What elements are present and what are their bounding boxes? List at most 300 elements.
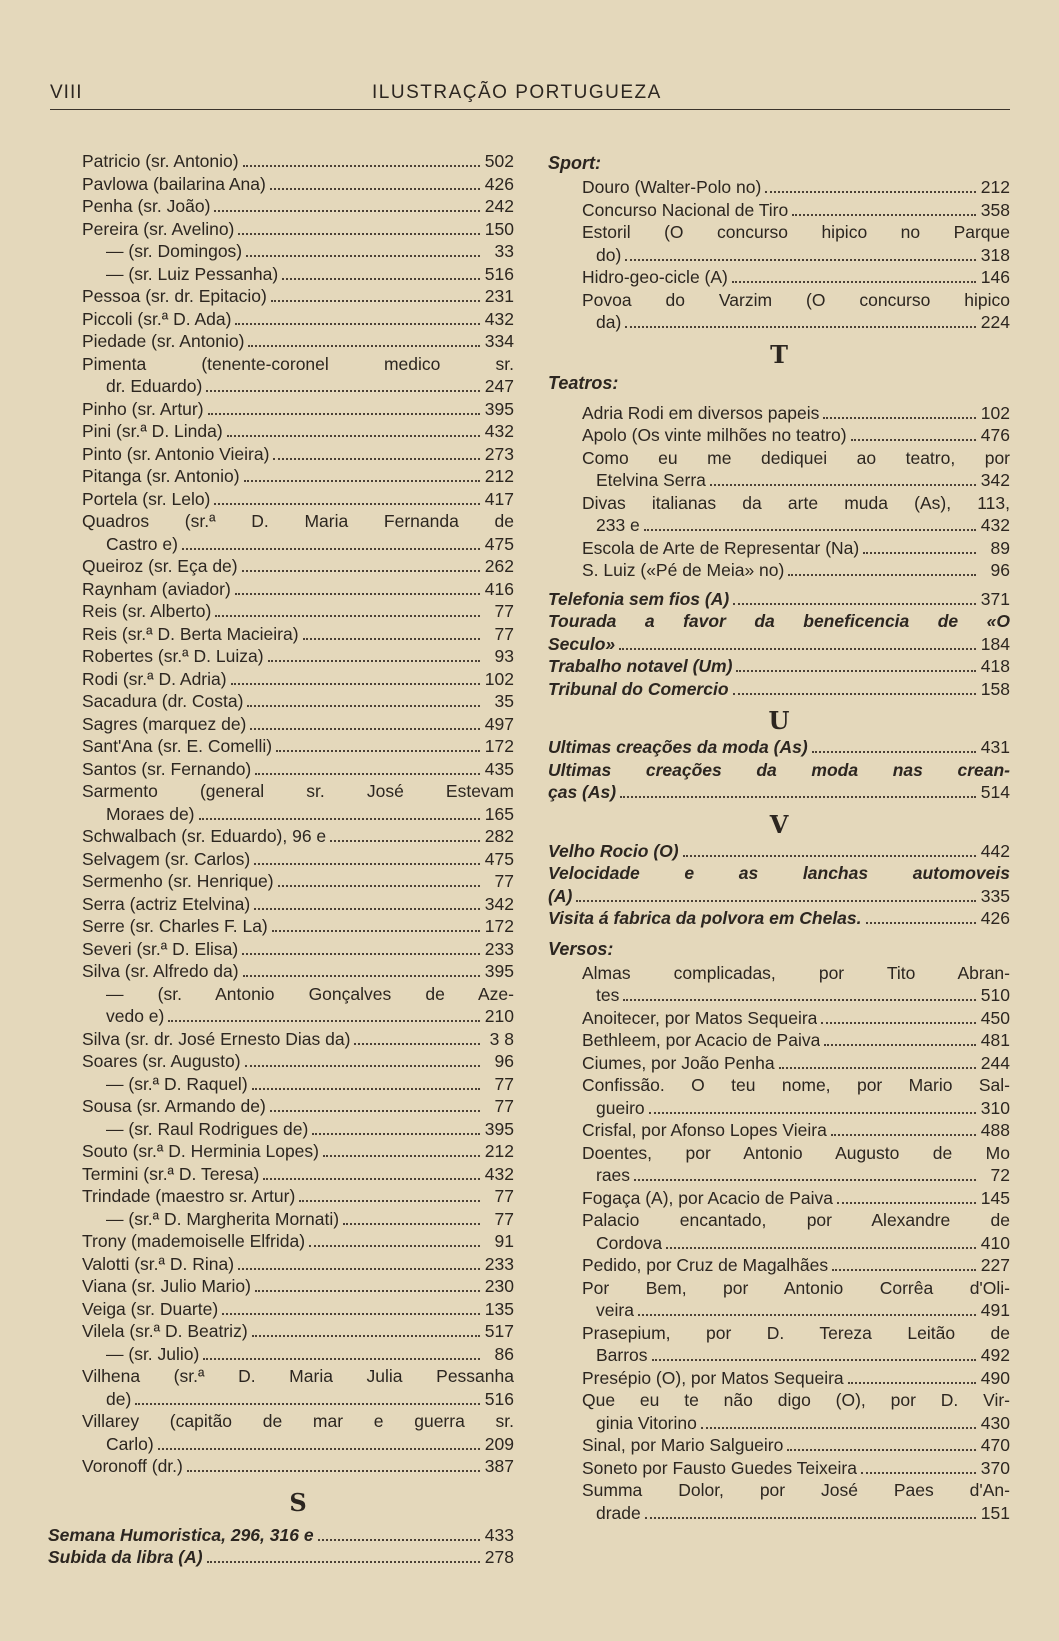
index-entry xyxy=(82,803,514,826)
page-ref: 96 xyxy=(494,1051,514,1071)
entries-s-to-v xyxy=(82,690,514,1478)
entry-text: Telefonia sem fios (A) xyxy=(548,588,730,609)
page-ref: 135 xyxy=(484,1298,514,1319)
entry-text: Sermenho (sr. Henrique) xyxy=(82,871,274,891)
index-entry xyxy=(548,588,1010,611)
dot-leader xyxy=(821,1022,976,1024)
page-ref: 426 xyxy=(980,908,1010,928)
entry-text: Barros xyxy=(596,1345,648,1365)
page-ref: 475 xyxy=(484,848,514,869)
entry-text: Silva (sr. dr. José Ernesto Dias da) xyxy=(82,1028,351,1049)
page-ref: 492 xyxy=(980,1345,1010,1365)
index-entry xyxy=(548,244,1010,267)
dot-leader xyxy=(199,818,480,820)
dot-leader xyxy=(861,1472,976,1474)
page-ref: 395 xyxy=(484,1118,514,1139)
dot-leader xyxy=(644,529,976,531)
dot-leader xyxy=(207,1561,480,1563)
page-ref: 233 xyxy=(484,938,514,959)
index-entry xyxy=(548,469,1010,492)
entry-text: Sagres (marquez de) xyxy=(82,713,247,734)
page-ref: 89 xyxy=(990,537,1010,558)
page-ref: 35 xyxy=(494,691,514,711)
page-ref: 172 xyxy=(484,736,514,756)
entry-text: Valotti (sr.ª D. Rina) xyxy=(82,1253,235,1274)
entries-u-topics xyxy=(548,736,1010,804)
page-ref: 342 xyxy=(980,470,1010,490)
dot-leader xyxy=(242,570,480,572)
entry-text: ças (As) xyxy=(548,782,617,802)
header-rule xyxy=(50,109,1010,110)
dot-leader xyxy=(619,648,976,650)
page-ref: 151 xyxy=(980,1502,1010,1523)
index-entry xyxy=(548,736,1010,759)
entry-text: Carlo) xyxy=(106,1433,154,1454)
section-letter-v: V xyxy=(769,809,789,839)
entry-text: Fogaça (A), por Acacio de Paiva xyxy=(582,1187,833,1208)
index-entry xyxy=(82,443,514,466)
index-column-right xyxy=(548,150,1010,1524)
dot-leader xyxy=(831,1134,976,1136)
index-entry xyxy=(548,1164,1010,1187)
page-ref: 224 xyxy=(980,312,1010,332)
entry-text: Queiroz (sr. Eça de) xyxy=(82,556,238,576)
index-entry xyxy=(548,1254,1010,1277)
dot-leader xyxy=(634,1179,976,1181)
dot-leader xyxy=(268,660,480,662)
dot-leader xyxy=(832,1269,976,1271)
page-ref: 209 xyxy=(484,1433,514,1454)
index-entry xyxy=(82,195,514,218)
index-entry xyxy=(548,633,1010,656)
dot-leader xyxy=(238,233,480,235)
entry-text: Severi (sr.ª D. Elisa) xyxy=(82,938,239,959)
entry-text: Raynham (aviador) xyxy=(82,578,231,599)
dot-leader xyxy=(733,603,976,605)
entries-q xyxy=(82,510,514,578)
dot-leader xyxy=(649,1112,976,1114)
index-entry xyxy=(82,1073,514,1096)
page-ref: 490 xyxy=(980,1367,1010,1388)
entry-text: Pinto (sr. Antonio Vieira) xyxy=(82,443,270,464)
entry-text: S. Luiz («Pé de Meia» no) xyxy=(582,560,785,580)
index-entry xyxy=(82,398,514,421)
index-entry xyxy=(548,1052,1010,1075)
dot-leader xyxy=(238,1268,480,1270)
entry-text: Escola de Arte de Representar (Na) xyxy=(582,537,860,558)
dot-leader xyxy=(254,908,480,910)
entry-text: Sacadura (dr. Costa) xyxy=(82,691,244,711)
entry-text: Cordova xyxy=(596,1232,663,1253)
index-entry xyxy=(82,893,514,916)
entry-text-line: Prasepium, por D. Tereza Leitão de xyxy=(582,1322,1010,1343)
entry-text: Pinho (sr. Artur) xyxy=(82,398,204,419)
page-number: VIII xyxy=(50,82,83,103)
section-heading-versos: Versos: xyxy=(548,938,614,959)
index-entry xyxy=(82,870,514,893)
page-ref: 184 xyxy=(980,633,1010,654)
dot-leader xyxy=(851,439,976,441)
dot-leader xyxy=(215,615,480,617)
index-entry xyxy=(548,402,1010,425)
page-ref: 431 xyxy=(980,737,1010,757)
dot-leader xyxy=(168,1020,480,1022)
page-ref: 172 xyxy=(484,916,514,936)
dot-leader xyxy=(788,574,976,576)
page-ref: 227 xyxy=(980,1255,1010,1275)
index-entry xyxy=(82,1388,514,1411)
page-ref: 278 xyxy=(484,1547,514,1567)
entry-text: Robertes (sr.ª D. Luiza) xyxy=(82,646,264,666)
entry-text: Trabalho notavel (Um) xyxy=(548,656,733,676)
page-ref: 273 xyxy=(484,443,514,464)
dot-leader xyxy=(625,326,976,328)
index-entry xyxy=(548,559,1010,582)
page-ref: 491 xyxy=(980,1300,1010,1320)
index-entry xyxy=(82,668,514,691)
entry-text-line: Villarey (capitão de mar e guerra sr. xyxy=(82,1411,514,1431)
page-ref: 158 xyxy=(980,678,1010,699)
page-ref: 334 xyxy=(484,331,514,351)
dot-leader xyxy=(214,210,480,212)
dot-leader xyxy=(576,900,976,902)
entry-text: Portela (sr. Lelo) xyxy=(82,488,211,509)
index-entry xyxy=(82,488,514,511)
page-ref: 418 xyxy=(980,656,1010,676)
index-entry xyxy=(82,533,514,556)
entry-text: Adria Rodi em diversos papeis xyxy=(582,402,820,423)
dot-leader xyxy=(683,855,976,857)
entry-text: — (sr. Domingos) xyxy=(106,241,243,261)
dot-leader xyxy=(208,413,480,415)
dot-leader xyxy=(732,281,976,283)
page-ref: 165 xyxy=(484,803,514,824)
entry-text: da) xyxy=(596,312,622,332)
entry-text: Santos (sr. Fernando) xyxy=(82,758,252,779)
entry-text: — (sr. Luiz Pessanha) xyxy=(106,263,279,284)
index-entry xyxy=(548,1029,1010,1052)
page-ref: 33 xyxy=(494,241,514,261)
dot-leader xyxy=(299,1200,480,1202)
index-entry xyxy=(82,218,514,241)
page-ref: 432 xyxy=(484,421,514,441)
entry-text-line: Quadros (sr.ª D. Maria Fernanda de xyxy=(82,511,514,531)
page-ref: 230 xyxy=(484,1276,514,1296)
page-ref: 514 xyxy=(980,782,1010,802)
page-ref: 72 xyxy=(990,1165,1010,1185)
dot-leader xyxy=(312,1133,480,1135)
entry-text-line: Como eu me dediquei ao teatro, por xyxy=(582,447,1010,468)
entry-text: Moraes de) xyxy=(106,803,195,824)
entry-text: Piedade (sr. Antonio) xyxy=(82,331,245,351)
page-ref: 510 xyxy=(980,985,1010,1005)
page-ref: 262 xyxy=(484,556,514,576)
index-entry xyxy=(82,420,514,443)
page-ref: 433 xyxy=(484,1524,514,1545)
page-ref: 244 xyxy=(980,1052,1010,1073)
entry-text: Pereira (sr. Avelino) xyxy=(82,218,235,239)
page-ref: 233 xyxy=(484,1253,514,1274)
entries-teatros xyxy=(548,402,1010,582)
dot-leader xyxy=(824,1044,976,1046)
index-entry xyxy=(548,678,1010,701)
index-entry xyxy=(82,735,514,758)
index-entry xyxy=(548,984,1010,1007)
entry-text: Pedido, por Cruz de Magalhães xyxy=(582,1255,829,1275)
page-header xyxy=(50,82,1010,110)
entries-s-topics xyxy=(48,1524,514,1569)
entry-text: Pitanga (sr. Antonio) xyxy=(82,466,240,486)
page-ref: 86 xyxy=(494,1343,514,1364)
entry-text: Sinal, por Mario Salgueiro xyxy=(582,1435,784,1455)
dot-leader xyxy=(222,1313,480,1315)
page-ref: 488 xyxy=(980,1120,1010,1140)
entry-text: tes xyxy=(596,985,620,1005)
index-entry xyxy=(82,690,514,713)
index-entry xyxy=(82,645,514,668)
page-ref: 371 xyxy=(980,588,1010,609)
entry-text-line: Pimenta (tenente-coronel medico sr. xyxy=(82,353,514,374)
entry-text: Soares (sr. Augusto) xyxy=(82,1051,241,1071)
dot-leader xyxy=(309,1245,480,1247)
index-entry xyxy=(82,1185,514,1208)
entry-text-line: Palacio encantado, por Alexandre de xyxy=(582,1210,1010,1230)
page-ref: 342 xyxy=(484,893,514,914)
entry-text: Anoitecer, por Matos Sequeira xyxy=(582,1007,818,1028)
index-entry xyxy=(82,1455,514,1478)
section-letter-s: S xyxy=(289,1487,307,1517)
dot-leader xyxy=(248,345,480,347)
index-entry xyxy=(548,1119,1010,1142)
dot-leader xyxy=(214,503,480,505)
page-ref: 102 xyxy=(484,668,514,689)
page-ref: 432 xyxy=(484,308,514,329)
page-ref: 516 xyxy=(484,263,514,284)
page-ref: 146 xyxy=(980,267,1010,287)
entry-text: Sousa (sr. Armando de) xyxy=(82,1096,266,1116)
dot-leader xyxy=(354,1043,480,1045)
index-entry xyxy=(548,1457,1010,1480)
page-ref: 77 xyxy=(494,1073,514,1094)
dot-leader xyxy=(255,1290,480,1292)
entry-text: Schwalbach (sr. Eduardo), 96 e xyxy=(82,826,327,846)
page-ref: 212 xyxy=(484,1141,514,1161)
index-entry xyxy=(548,1344,1010,1367)
entry-text: veira xyxy=(596,1300,634,1320)
index-column-left xyxy=(48,150,514,1569)
page-ref: 476 xyxy=(980,425,1010,445)
page-ref: 210 xyxy=(484,1006,514,1026)
index-entry xyxy=(82,825,514,848)
dot-leader xyxy=(645,1517,976,1519)
dot-leader xyxy=(638,1314,976,1316)
page-ref: 432 xyxy=(484,1163,514,1184)
page-ref: 91 xyxy=(494,1231,514,1251)
page-ref: 77 xyxy=(494,623,514,644)
page-ref: 395 xyxy=(484,398,514,419)
entry-text-line: Por Bem, por Antonio Corrêa d'Oli- xyxy=(582,1277,1010,1298)
dot-leader xyxy=(203,1358,480,1360)
page-ref: 430 xyxy=(980,1412,1010,1433)
entry-text: Termini (sr.ª D. Teresa) xyxy=(82,1163,260,1184)
page-ref: 93 xyxy=(494,646,514,666)
dot-leader xyxy=(206,390,480,392)
page-ref: 497 xyxy=(484,713,514,734)
page-ref: 318 xyxy=(980,244,1010,265)
entry-text: Crisfal, por Afonso Lopes Vieira xyxy=(582,1120,827,1140)
dot-leader xyxy=(652,1359,976,1361)
section-heading-sport: Sport: xyxy=(548,153,601,173)
index-entry xyxy=(48,1524,514,1547)
entry-text: drade xyxy=(596,1502,641,1523)
index-entry xyxy=(548,781,1010,804)
entry-text: Pessoa (sr. dr. Epitacio) xyxy=(82,286,267,306)
page-ref: 426 xyxy=(484,173,514,194)
entry-text: Presépio (O), por Matos Sequeira xyxy=(582,1367,844,1388)
entries-v-topics xyxy=(548,840,1010,930)
entry-text: Serre (sr. Charles F. La) xyxy=(82,916,268,936)
index-entry xyxy=(548,311,1010,334)
entry-text: Patricio (sr. Antonio) xyxy=(82,151,239,171)
entry-text: Bethleem, por Acacio de Paiva xyxy=(582,1030,821,1050)
index-entry xyxy=(548,1097,1010,1120)
index-entry xyxy=(82,758,514,781)
index-entry xyxy=(548,655,1010,678)
index-entry xyxy=(82,1433,514,1456)
dot-leader xyxy=(252,1088,480,1090)
index-entry xyxy=(82,1163,514,1186)
entry-text: Hidro-geo-cicle (A) xyxy=(582,267,728,287)
entry-text: Semana Humoristica, 296, 316 e xyxy=(48,1524,314,1545)
index-entry xyxy=(82,1230,514,1253)
entry-text: Viana (sr. Julio Mario) xyxy=(82,1276,251,1296)
page-ref: 517 xyxy=(484,1321,514,1341)
dot-leader xyxy=(247,705,480,707)
dot-leader xyxy=(863,552,976,554)
entry-text-line: Velocidade e as lanchas automoveis xyxy=(548,863,1010,883)
section-letter-u: U xyxy=(768,706,790,735)
index-entry xyxy=(82,1140,514,1163)
dot-leader xyxy=(231,683,480,685)
index-entry xyxy=(48,1546,514,1569)
entry-text: dr. Eduardo) xyxy=(106,376,203,396)
entries-t-topics xyxy=(548,588,1010,701)
entries-versos xyxy=(548,962,1010,1525)
dot-leader xyxy=(623,999,976,1001)
entry-text: — (sr.ª D. Raquel) xyxy=(106,1073,248,1094)
index-entry xyxy=(82,623,514,646)
index-entry xyxy=(82,1005,514,1028)
page-ref: 450 xyxy=(980,1007,1010,1028)
entry-text: Pini (sr.ª D. Linda) xyxy=(82,421,223,441)
index-entry xyxy=(548,1502,1010,1525)
index-entry xyxy=(548,1187,1010,1210)
page-ref: 96 xyxy=(990,560,1010,580)
page-ref: 77 xyxy=(494,1096,514,1116)
index-entry xyxy=(548,840,1010,863)
entry-text-line: Estoril (O concurso hipico no Parque xyxy=(582,222,1010,242)
index-entry xyxy=(82,713,514,736)
dot-leader xyxy=(848,1382,976,1384)
entry-text: Ciumes, por João Penha xyxy=(582,1052,775,1073)
entry-text: de) xyxy=(106,1388,132,1409)
entry-text-line: — (sr. Antonio Gonçalves de Aze- xyxy=(106,983,514,1004)
page-ref: 335 xyxy=(980,885,1010,906)
index-entry xyxy=(82,263,514,286)
index-entry xyxy=(548,885,1010,908)
dot-leader xyxy=(250,728,480,730)
index-entry xyxy=(548,907,1010,930)
index-entry xyxy=(82,465,514,488)
index-entry xyxy=(548,514,1010,537)
entry-text: — (sr. Julio) xyxy=(106,1343,200,1364)
entry-text: Douro (Walter-Polo no) xyxy=(582,177,762,197)
entry-text: Apolo (Os vinte milhões no teatro) xyxy=(582,425,847,445)
index-entry xyxy=(82,1095,514,1118)
dot-leader xyxy=(227,435,480,437)
dot-leader xyxy=(303,638,480,640)
page-ref: 150 xyxy=(484,218,514,239)
page-ref: 475 xyxy=(484,533,514,554)
dot-leader xyxy=(235,323,480,325)
entry-text: ginia Vitorino xyxy=(596,1412,697,1433)
index-entry xyxy=(82,1208,514,1231)
entry-text: Etelvina Serra xyxy=(596,470,706,490)
entry-text: raes xyxy=(596,1165,631,1185)
index-entry xyxy=(82,1028,514,1051)
page-ref: 247 xyxy=(484,376,514,396)
page-ref: 358 xyxy=(980,199,1010,220)
entries-r xyxy=(82,578,514,691)
page-ref: 77 xyxy=(494,1208,514,1229)
page-ref: 370 xyxy=(980,1457,1010,1478)
index-entry xyxy=(82,555,514,578)
dot-leader xyxy=(244,480,480,482)
index-entry xyxy=(82,150,514,173)
dot-leader xyxy=(620,796,976,798)
index-entry xyxy=(82,1050,514,1073)
dot-leader xyxy=(812,751,976,753)
dot-leader xyxy=(787,1449,976,1451)
page-ref: 145 xyxy=(980,1187,1010,1208)
dot-leader xyxy=(243,165,480,167)
dot-leader xyxy=(187,1470,480,1472)
index-entry xyxy=(548,537,1010,560)
entry-text-line: Povoa do Varzim (O concurso hipico xyxy=(582,289,1010,310)
dot-leader xyxy=(271,300,480,302)
page-ref: 3 8 xyxy=(489,1028,514,1049)
dot-leader xyxy=(733,693,976,695)
entry-text: Veiga (sr. Duarte) xyxy=(82,1298,219,1319)
dot-leader xyxy=(255,773,480,775)
entry-text: Selvagem (sr. Carlos) xyxy=(82,848,251,869)
entry-text: Reis (sr. Alberto) xyxy=(82,601,212,621)
entry-text: Ultimas creações da moda (As) xyxy=(548,737,808,757)
entry-text-line: Que eu te não digo (O), por D. Vir- xyxy=(582,1390,1010,1410)
entry-text: Velho Rocio (O) xyxy=(548,840,679,861)
publication-title: ILUSTRAÇÃO PORTUGUEZA xyxy=(372,82,662,103)
entry-text: — (sr.ª D. Margherita Mornati) xyxy=(106,1208,340,1229)
entry-text: Sant'Ana (sr. E. Comelli) xyxy=(82,736,273,756)
dot-leader xyxy=(318,1539,480,1541)
entry-text: Soneto por Fausto Guedes Teixeira xyxy=(582,1457,857,1478)
index-entry xyxy=(548,1434,1010,1457)
index-entry xyxy=(82,1298,514,1321)
index-entry xyxy=(82,1118,514,1141)
entries-p xyxy=(82,150,514,510)
dot-leader xyxy=(765,191,976,193)
page-ref: 77 xyxy=(494,601,514,621)
